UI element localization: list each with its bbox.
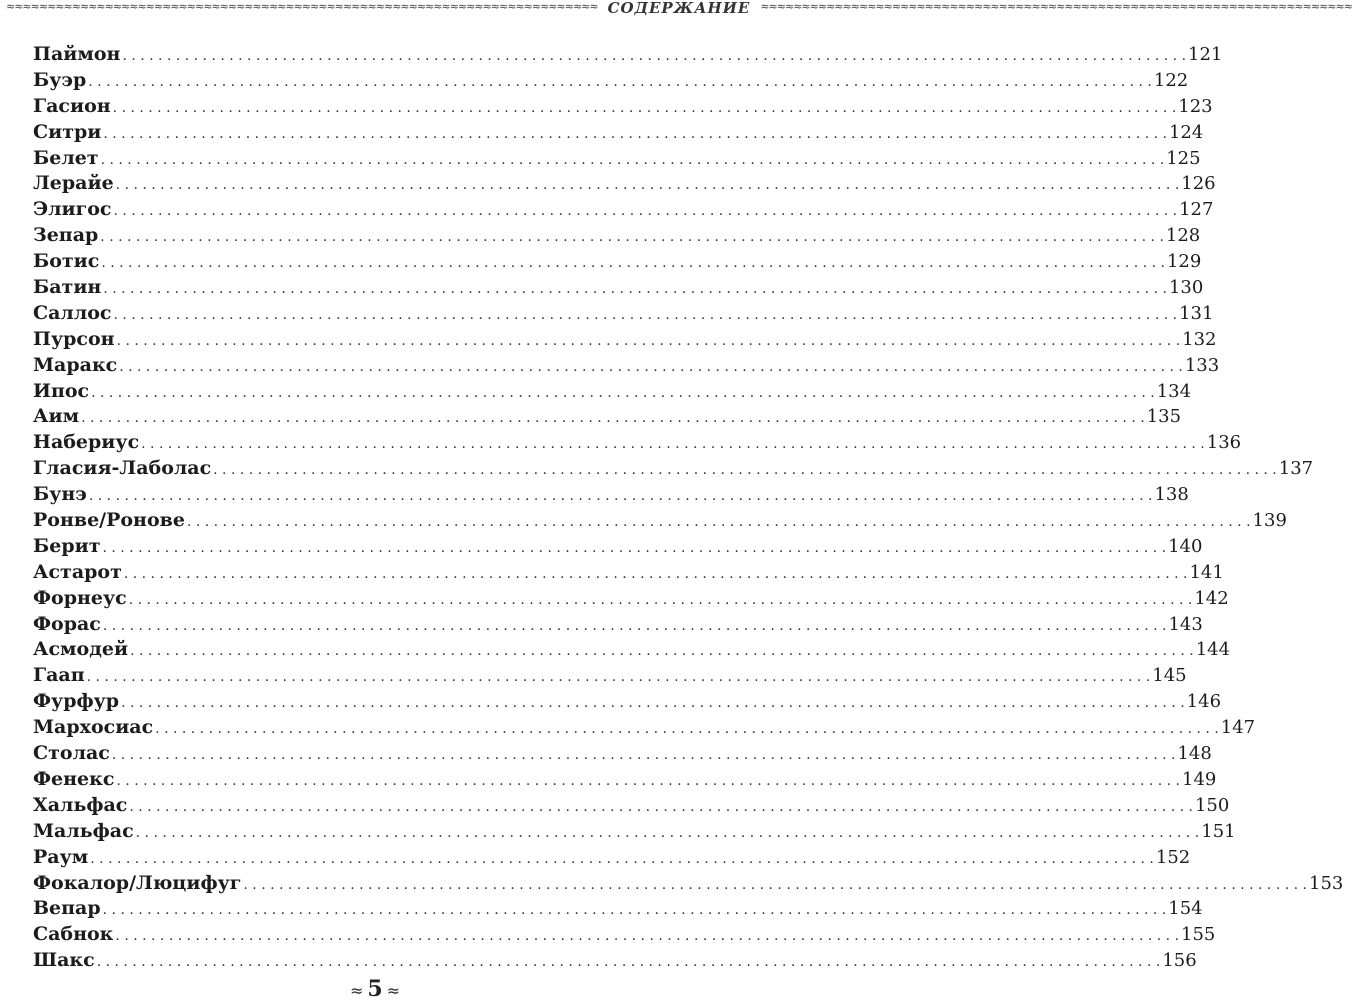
toc-entry-title: Гласия-Лаболас bbox=[33, 457, 212, 480]
dot-leader: . . . . . . . . . . . . . . . . . . . . . . . . . . . . . . . . . . . . . . . . . . . . . . . . . . . . . . . . . . . . . . . . . . . . . . . . . . . . . . . . . . . . . . . . . . . . . . . . . . . . . . . . . . . . . . . . . . . . . . . . bbox=[116, 772, 1181, 789]
toc-entry-page: 148 bbox=[1177, 743, 1212, 765]
toc-entry-page: 145 bbox=[1152, 665, 1187, 687]
dot-leader: . . . . . . . . . . . . . . . . . . . . . . . . . . . . . . . . . . . . . . . . . . . . . . . . . . . . . . . . . . . . . . . . . . . . . . . . . . . . . . . . . . . . . . . . . . . . . . . . . . . . . . . . . . . . . . . . . . . . . . . . bbox=[115, 928, 1180, 945]
toc-entry-page: 131 bbox=[1179, 302, 1214, 324]
toc-entry[interactable] bbox=[33, 689, 1222, 715]
dot-leader: . . . . . . . . . . . . . . . . . . . . . . . . . . . . . . . . . . . . . . . . . . . . . . . . . . . . . . . . . . . . . . . . . . . . . . . . . . . . . . . . . . . . . . . . . . . . . . . . . . . . . . . . . . . . . . . . . . . . . . . . bbox=[86, 669, 1151, 686]
dot-leader: . . . . . . . . . . . . . . . . . . . . . . . . . . . . . . . . . . . . . . . . . . . . . . . . . . . . . . . . . . . . . . . . . . . . . . . . . . . . . . . . . . . . . . . . . . . . . . . . . . . . . . . . . . . . . . . . . . . . . . . . bbox=[96, 954, 1161, 971]
toc-entry-title: Фурфур bbox=[33, 690, 120, 713]
toc-entry-title: Ботис bbox=[33, 250, 100, 273]
dot-leader: . . . . . . . . . . . . . . . . . . . . . . . . . . . . . . . . . . . . . . . . . . . . . . . . . . . . . . . . . . . . . . . . . . . . . . . . . . . . . . . . . . . . . . . . . . . . . . . . . . . . . . . . . . . . . . . . . . . . . . . . bbox=[213, 462, 1277, 479]
dot-leader: . . . . . . . . . . . . . . . . . . . . . . . . . . . . . . . . . . . . . . . . . . . . . . . . . . . . . . . . . . . . . . . . . . . . . . . . . . . . . . . . . . . . . . . . . . . . . . . . . . . . . . . . . . . . . . . . . . . . . . . . bbox=[186, 514, 1251, 531]
page-number: 5 bbox=[367, 976, 383, 1002]
toc-entry[interactable] bbox=[33, 327, 1217, 353]
toc-entry-title: Ронве/Ронове bbox=[33, 509, 185, 532]
dot-leader: . . . . . . . . . . . . . . . . . . . . . . . . . . . . . . . . . . . . . . . . . . . . . . . . . . . . . . . . . . . . . . . . . . . . . . . . . . . . . . . . . . . . . . . . . . . . . . . . . . . . . . . . . . . . . . . . . . . . . . . . bbox=[102, 902, 1167, 919]
toc-entry-page: 150 bbox=[1194, 794, 1230, 816]
dot-leader: . . . . . . . . . . . . . . . . . . . . . . . . . . . . . . . . . . . . . . . . . . . . . . . . . . . . . . . . . . . . . . . . . . . . . . . . . . . . . . . . . . . . . . . . . . . . . . . . . . . . . . . . . . . . . . . . . . . . . . . . bbox=[90, 850, 1154, 867]
dot-leader: . . . . . . . . . . . . . . . . . . . . . . . . . . . . . . . . . . . . . . . . . . . . . . . . . . . . . . . . . . . . . . . . . . . . . . . . . . . . . . . . . . . . . . . . . . . . . . . . . . . . . . . . . . . . . . . . . . . . . . . . bbox=[91, 384, 1155, 401]
toc-entry-page: 127 bbox=[1179, 199, 1214, 221]
toc-entry-title: Ситри bbox=[33, 120, 102, 143]
dot-leader: . . . . . . . . . . . . . . . . . . . . . . . . . . . . . . . . . . . . . . . . . . . . . . . . . . . . . . . . . . . . . . . . . . . . . . . . . . . . . . . . . . . . . . . . . . . . . . . . . . . . . . . . . . . . . . . . . . . . . . . . bbox=[100, 151, 1165, 168]
toc-entry-page: 130 bbox=[1168, 277, 1204, 299]
toc-entry[interactable] bbox=[33, 197, 1214, 223]
toc-entry-page: 143 bbox=[1168, 613, 1203, 635]
toc-entry[interactable] bbox=[33, 845, 1191, 871]
toc-entry-title: Столас bbox=[33, 742, 110, 765]
toc-entry-title: Маракс bbox=[33, 353, 118, 376]
toc-entry-page: 132 bbox=[1182, 328, 1217, 350]
toc-entry[interactable] bbox=[33, 249, 1202, 275]
toc-entry-title: Мархосиас bbox=[33, 716, 154, 739]
toc-entry-page: 136 bbox=[1206, 432, 1242, 454]
dot-leader: . . . . . . . . . . . . . . . . . . . . . . . . . . . . . . . . . . . . . . . . . . . . . . . . . . . . . . . . . . . . . . . . . . . . . . . . . . . . . . . . . . . . . . . . . . . . . . . . . . . . . . . . . . . . . . . . . . . . . . . . bbox=[88, 73, 1152, 90]
toc-entry-page: 135 bbox=[1146, 406, 1182, 428]
toc-entry-title: Форас bbox=[33, 612, 101, 635]
dot-leader: . . . . . . . . . . . . . . . . . . . . . . . . . . . . . . . . . . . . . . . . . . . . . . . . . . . . . . . . . . . . . . . . . . . . . . . . . . . . . . . . . . . . . . . . . . . . . . . . . . . . . . . . . . . . . . . . . . . . . . . . bbox=[88, 488, 1153, 505]
toc-entry[interactable] bbox=[33, 275, 1204, 301]
dot-leader: . . . . . . . . . . . . . . . . . . . . . . . . . . . . . . . . . . . . . . . . . . . . . . . . . . . . . . . . . . . . . . . . . . . . . . . . . . . . . . . . . . . . . . . . . . . . . . . . . . . . . . . . . . . . . . . . . . . . . . . . bbox=[116, 332, 1181, 349]
toc-entry-page: 125 bbox=[1166, 147, 1201, 169]
dot-leader: . . . . . . . . . . . . . . . . . . . . . . . . . . . . . . . . . . . . . . . . . . . . . . . . . . . . . . . . . . . . . . . . . . . . . . . . . . . . . . . . . . . . . . . . . . . . . . . . . . . . . . . . . . . . . . . . . . . . . . . . bbox=[100, 229, 1164, 246]
dot-leader: . . . . . . . . . . . . . . . . . . . . . . . . . . . . . . . . . . . . . . . . . . . . . . . . . . . . . . . . . . . . . . . . . . . . . . . . . . . . . . . . . . . . . . . . . . . . . . . . . . . . . . . . . . . . . . . . . . . . . . . . bbox=[243, 876, 1307, 893]
toc-entry-title: Шакс bbox=[33, 949, 95, 972]
dot-leader: . . . . . . . . . . . . . . . . . . . . . . . . . . . . . . . . . . . . . . . . . . . . . . . . . . . . . . . . . . . . . . . . . . . . . . . . . . . . . . . . . . . . . . . . . . . . . . . . . . . . . . . . . . . . . . . . . . . . . . . . bbox=[115, 177, 1180, 194]
toc-entry[interactable] bbox=[33, 456, 1314, 482]
toc-entry-title: Вепар bbox=[33, 897, 101, 920]
dot-leader: . . . . . . . . . . . . . . . . . . . . . . . . . . . . . . . . . . . . . . . . . . . . . . . . . . . . . . . . . . . . . . . . . . . . . . . . . . . . . . . . . . . . . . . . . . . . . . . . . . . . . . . . . . . . . . . . . . . . . . . . bbox=[111, 747, 1176, 764]
toc-entry-page: 124 bbox=[1168, 121, 1204, 143]
toc-entry-title: Ипос bbox=[33, 379, 90, 402]
dot-leader: . . . . . . . . . . . . . . . . . . . . . . . . . . . . . . . . . . . . . . . . . . . . . . . . . . . . . . . . . . . . . . . . . . . . . . . . . . . . . . . . . . . . . . . . . . . . . . . . . . . . . . . . . . . . . . . . . . . . . . . . bbox=[102, 617, 1167, 634]
toc-entry-title: Мальфас bbox=[33, 819, 134, 842]
dot-leader: . . . . . . . . . . . . . . . . . . . . . . . . . . . . . . . . . . . . . . . . . . . . . . . . . . . . . . . . . . . . . . . . . . . . . . . . . . . . . . . . . . . . . . . . . . . . . . . . . . . . . . . . . . . . . . . . . . . . . . . . bbox=[123, 565, 1188, 582]
toc-entry-page: 139 bbox=[1252, 510, 1287, 532]
table-of-contents bbox=[33, 42, 1344, 974]
toc-entry[interactable] bbox=[33, 793, 1230, 819]
toc-entry-title: Батин bbox=[33, 276, 102, 299]
dot-leader: . . . . . . . . . . . . . . . . . . . . . . . . . . . . . . . . . . . . . . . . . . . . . . . . . . . . . . . . . . . . . . . . . . . . . . . . . . . . . . . . . . . . . . . . . . . . . . . . . . . . . . . . . . . . . . . . . . . . . . . . bbox=[130, 643, 1194, 660]
toc-entry[interactable] bbox=[33, 896, 1203, 922]
toc-entry-page: 138 bbox=[1154, 484, 1189, 506]
toc-entry-page: 122 bbox=[1153, 69, 1189, 91]
section-title: СОДЕРЖАНИЕ bbox=[607, 0, 751, 17]
wave-ornament-right-icon: ≈≈≈≈≈≈≈≈≈≈≈≈≈≈≈≈≈≈≈≈≈≈≈≈≈≈≈≈≈≈≈≈≈≈≈≈≈≈≈≈≈≈≈≈≈≈≈≈≈≈≈≈≈≈≈≈≈≈≈≈≈≈≈≈≈≈≈≈≈≈≈≈ bbox=[760, 0, 1352, 13]
dot-leader: . . . . . . . . . . . . . . . . . . . . . . . . . . . . . . . . . . . . . . . . . . . . . . . . . . . . . . . . . . . . . . . . . . . . . . . . . . . . . . . . . . . . . . . . . . . . . . . . . . . . . . . . . . . . . . . . . . . . . . . . bbox=[121, 695, 1185, 712]
toc-entry-title: Хальфас bbox=[33, 793, 128, 816]
toc-entry-page: 133 bbox=[1184, 354, 1220, 376]
toc-entry[interactable] bbox=[33, 612, 1203, 638]
toc-entry-page: 142 bbox=[1194, 587, 1229, 609]
toc-entry[interactable] bbox=[33, 922, 1216, 948]
toc-entry-page: 155 bbox=[1181, 924, 1216, 946]
toc-entry-title: Аим bbox=[33, 405, 80, 428]
toc-entry-page: 126 bbox=[1181, 173, 1216, 195]
toc-entry-page: 153 bbox=[1309, 872, 1344, 894]
toc-entry-page: 144 bbox=[1195, 639, 1231, 661]
toc-entry[interactable] bbox=[33, 508, 1287, 534]
toc-entry-page: 128 bbox=[1165, 225, 1201, 247]
toc-entry-title: Бунэ bbox=[33, 483, 87, 506]
running-header bbox=[6, 0, 1352, 17]
dot-leader: . . . . . . . . . . . . . . . . . . . . . . . . . . . . . . . . . . . . . . . . . . . . . . . . . . . . . . . . . . . . . . . . . . . . . . . . . . . . . . . . . . . . . . . . . . . . . . . . . . . . . . . . . . . . . . . . . . . . . . . . bbox=[103, 125, 1167, 142]
toc-entry[interactable] bbox=[33, 560, 1224, 586]
toc-entry[interactable] bbox=[33, 146, 1201, 172]
toc-entry-page: 141 bbox=[1189, 561, 1224, 583]
dot-leader: . . . . . . . . . . . . . . . . . . . . . . . . . . . . . . . . . . . . . . . . . . . . . . . . . . . . . . . . . . . . . . . . . . . . . . . . . . . . . . . . . . . . . . . . . . . . . . . . . . . . . . . . . . . . . . . . . . . . . . . . bbox=[122, 48, 1187, 64]
toc-entry-title: Фокалор/Люцифуг bbox=[33, 871, 242, 894]
dot-leader: . . . . . . . . . . . . . . . . . . . . . . . . . . . . . . . . . . . . . . . . . . . . . . . . . . . . . . . . . . . . . . . . . . . . . . . . . . . . . . . . . . . . . . . . . . . . . . . . . . . . . . . . . . . . . . . . . . . . . . . . bbox=[102, 539, 1167, 556]
toc-entry-title: Гасион bbox=[33, 94, 111, 117]
dot-leader: . . . . . . . . . . . . . . . . . . . . . . . . . . . . . . . . . . . . . . . . . . . . . . . . . . . . . . . . . . . . . . . . . . . . . . . . . . . . . . . . . . . . . . . . . . . . . . . . . . . . . . . . . . . . . . . . . . . . . . . . bbox=[112, 99, 1177, 116]
toc-entry[interactable] bbox=[33, 301, 1214, 327]
toc-entry[interactable] bbox=[33, 482, 1189, 508]
toc-entry-title: Элигос bbox=[33, 198, 112, 221]
toc-entry[interactable] bbox=[33, 586, 1229, 612]
toc-entry-title: Пурсон bbox=[33, 327, 115, 350]
dot-leader: . . . . . . . . . . . . . . . . . . . . . . . . . . . . . . . . . . . . . . . . . . . . . . . . . . . . . . . . . . . . . . . . . . . . . . . . . . . . . . . . . . . . . . . . . . . . . . . . . . . . . . . . . . . . . . . . . . . . . . . . bbox=[141, 436, 1205, 453]
toc-entry-page: 156 bbox=[1162, 950, 1197, 972]
toc-entry[interactable] bbox=[33, 715, 1256, 741]
toc-entry-page: 134 bbox=[1156, 380, 1192, 402]
toc-entry-page: 152 bbox=[1155, 846, 1191, 868]
toc-entry-title: Зепар bbox=[33, 224, 99, 247]
toc-entry-title: Саллос bbox=[33, 301, 112, 324]
toc-entry-page: 137 bbox=[1278, 458, 1314, 480]
toc-entry-title: Сабнок bbox=[33, 923, 114, 946]
toc-entry-title: Белет bbox=[33, 146, 99, 169]
toc-entry-page: 123 bbox=[1178, 95, 1213, 117]
toc-entry-title: Берит bbox=[33, 534, 101, 557]
wave-ornament-left-icon: ≈≈≈≈≈≈≈≈≈≈≈≈≈≈≈≈≈≈≈≈≈≈≈≈≈≈≈≈≈≈≈≈≈≈≈≈≈≈≈≈≈≈≈≈≈≈≈≈≈≈≈≈≈≈≈≈≈≈≈≈≈≈≈≈≈≈≈≈≈≈≈≈ bbox=[6, 0, 598, 13]
dot-leader: . . . . . . . . . . . . . . . . . . . . . . . . . . . . . . . . . . . . . . . . . . . . . . . . . . . . . . . . . . . . . . . . . . . . . . . . . . . . . . . . . . . . . . . . . . . . . . . . . . . . . . . . . . . . . . . . . . . . . . . . bbox=[135, 824, 1200, 841]
toc-entry-title: Лерайе bbox=[33, 172, 114, 195]
toc-entry[interactable] bbox=[33, 819, 1236, 845]
toc-entry-title: Форнеус bbox=[33, 586, 127, 609]
dot-leader: . . . . . . . . . . . . . . . . . . . . . . . . . . . . . . . . . . . . . . . . . . . . . . . . . . . . . . . . . . . . . . . . . . . . . . . . . . . . . . . . . . . . . . . . . . . . . . . . . . . . . . . . . . . . . . . . . . . . . . . . bbox=[81, 410, 1145, 427]
dot-leader: . . . . . . . . . . . . . . . . . . . . . . . . . . . . . . . . . . . . . . . . . . . . . . . . . . . . . . . . . . . . . . . . . . . . . . . . . . . . . . . . . . . . . . . . . . . . . . . . . . . . . . . . . . . . . . . . . . . . . . . . bbox=[155, 721, 1219, 738]
toc-entry-title: Раум bbox=[33, 845, 89, 868]
toc-entry-page: 140 bbox=[1168, 535, 1203, 557]
toc-entry-title: Паймон bbox=[33, 43, 121, 65]
toc-entry[interactable] bbox=[33, 94, 1213, 120]
toc-entry-page: 121 bbox=[1188, 44, 1223, 65]
toc-entry-title: Фенекс bbox=[33, 767, 115, 790]
toc-entry[interactable] bbox=[33, 534, 1203, 560]
toc-entry[interactable] bbox=[33, 223, 1201, 249]
toc-entry-page: 146 bbox=[1186, 691, 1222, 713]
footer-ornament-right: ≈ bbox=[386, 981, 401, 1000]
toc-entry[interactable] bbox=[33, 68, 1189, 94]
toc-entry[interactable] bbox=[33, 430, 1242, 456]
toc-entry[interactable] bbox=[33, 404, 1182, 430]
toc-entry-page: 129 bbox=[1166, 251, 1202, 273]
toc-entry-title: Гаап bbox=[33, 664, 85, 687]
toc-entry[interactable] bbox=[33, 663, 1187, 689]
dot-leader: . . . . . . . . . . . . . . . . . . . . . . . . . . . . . . . . . . . . . . . . . . . . . . . . . . . . . . . . . . . . . . . . . . . . . . . . . . . . . . . . . . . . . . . . . . . . . . . . . . . . . . . . . . . . . . . . . . . . . . . . bbox=[101, 255, 1165, 272]
toc-entry-page: 154 bbox=[1168, 898, 1203, 920]
toc-entry[interactable] bbox=[33, 948, 1197, 974]
toc-entry[interactable] bbox=[33, 353, 1220, 379]
dot-leader: . . . . . . . . . . . . . . . . . . . . . . . . . . . . . . . . . . . . . . . . . . . . . . . . . . . . . . . . . . . . . . . . . . . . . . . . . . . . . . . . . . . . . . . . . . . . . . . . . . . . . . . . . . . . . . . . . . . . . . . . bbox=[129, 798, 1193, 815]
page-footer bbox=[0, 977, 750, 1003]
toc-entry-title: Буэр bbox=[33, 68, 87, 91]
toc-entry-page: 147 bbox=[1220, 717, 1256, 739]
footer-ornament-left: ≈ bbox=[349, 981, 364, 1000]
toc-entry[interactable] bbox=[33, 767, 1217, 793]
dot-leader: . . . . . . . . . . . . . . . . . . . . . . . . . . . . . . . . . . . . . . . . . . . . . . . . . . . . . . . . . . . . . . . . . . . . . . . . . . . . . . . . . . . . . . . . . . . . . . . . . . . . . . . . . . . . . . . . . . . . . . . . bbox=[103, 281, 1167, 298]
toc-entry-title: Астарот bbox=[33, 560, 122, 583]
dot-leader: . . . . . . . . . . . . . . . . . . . . . . . . . . . . . . . . . . . . . . . . . . . . . . . . . . . . . . . . . . . . . . . . . . . . . . . . . . . . . . . . . . . . . . . . . . . . . . . . . . . . . . . . . . . . . . . . . . . . . . . . bbox=[113, 306, 1178, 323]
toc-entry-page: 151 bbox=[1201, 820, 1236, 842]
toc-entry[interactable] bbox=[33, 120, 1204, 146]
toc-entry[interactable] bbox=[33, 171, 1216, 197]
dot-leader: . . . . . . . . . . . . . . . . . . . . . . . . . . . . . . . . . . . . . . . . . . . . . . . . . . . . . . . . . . . . . . . . . . . . . . . . . . . . . . . . . . . . . . . . . . . . . . . . . . . . . . . . . . . . . . . . . . . . . . . . bbox=[128, 591, 1193, 608]
dot-leader: . . . . . . . . . . . . . . . . . . . . . . . . . . . . . . . . . . . . . . . . . . . . . . . . . . . . . . . . . . . . . . . . . . . . . . . . . . . . . . . . . . . . . . . . . . . . . . . . . . . . . . . . . . . . . . . . . . . . . . . . bbox=[119, 358, 1183, 375]
toc-entry[interactable] bbox=[33, 741, 1212, 767]
toc-entry[interactable] bbox=[33, 379, 1192, 405]
dot-leader: . . . . . . . . . . . . . . . . . . . . . . . . . . . . . . . . . . . . . . . . . . . . . . . . . . . . . . . . . . . . . . . . . . . . . . . . . . . . . . . . . . . . . . . . . . . . . . . . . . . . . . . . . . . . . . . . . . . . . . . . bbox=[113, 203, 1178, 220]
toc-entry[interactable] bbox=[33, 42, 1223, 68]
toc-entry-page: 149 bbox=[1182, 768, 1217, 790]
toc-entry-title: Асмодей bbox=[33, 638, 129, 661]
toc-entry[interactable] bbox=[33, 871, 1344, 897]
toc-entry-title: Набериус bbox=[33, 431, 140, 454]
toc-entry[interactable] bbox=[33, 637, 1231, 663]
